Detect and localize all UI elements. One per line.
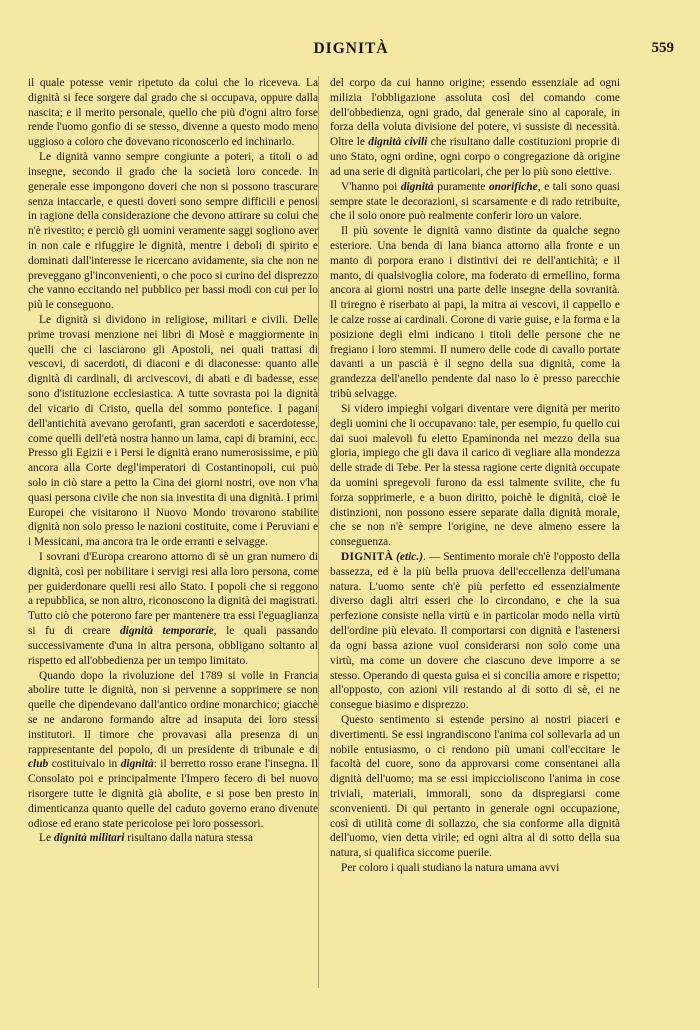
paragraph-text: , le quali passando successivamente d'una in altra persona, obbligano soltanto al rispetto ed all'obbedienza per un tempo limitato. — [28, 625, 318, 667]
right-column — [330, 76, 620, 876]
paragraph-text: Le dignità si dividono in religiose, militari e civili. Delle prime trovasi menzione nei libri di Mosè e maggiormente in quelli che ci lasciarono gli Apostoli, nei quali trattasi di vescovi, di sacerdoti, di diaconi e di diaconesse: quanto alle dignità di cardinali, di arcivescovi, di abati e di badesse, esse sono d'istituzione ecclesiastica. A tutte sovrasta poi la dignità del vicario di Cristo, quella del sommo pontefice. I pagani dell'antichità avevano gerofanti, gran sacerdoti e sacerdotesse, come quelli dell'età nostra hanno un lama, capi di bramini, ecc. Presso gli Egizii e i Persi le dignità erano numerosissime, e più ancora alla Corte degl'imperatori di Costantinopoli, cui può solo in ciò stare a petto la Cina dei giorni nostri, ove non v'ha quasi persona civile che non sia investita di una dignità. I primi Europei che visitarono il Nuovo Mondo trovarono stabilite dignità non solo presso le nazioni costituite, come i Peruviani e i Messicani, ma ancora tra le orde erranti e selvagge. — [28, 314, 318, 549]
italic-term: dignità militari — [53, 832, 125, 845]
paragraph-text: Si videro impieghi volgari diventare vere dignità per merito degli uomini che li occupavano: tale, per esempio, fu quello cui dai suoi malevoli fu eletto Epaminonda nel mezzo della sua gloria, impiego che gli dava il carico di vegliare alla mondezza delle strade di Tebe. Per la stessa ragione certe dignità occupate da uomini spregevoli furono da essi talmente svilite, che fu forza sopprimerle, e a buon diritto, poichè le dignità, cioè le distinzioni, non possono essere separate dalla dignità morale, che se non n'è sempre l'origine, ne deve almeno essere la conseguenza. — [330, 402, 620, 549]
paragraph-text: che risultano dalle costituzioni proprie di uno Stato, ogni ordine, ogni corpo o congregazione dà origine ad una serie di dignità particolari, che per lo più sono elettive. — [330, 136, 620, 178]
italic-term: dignità civili — [368, 136, 428, 149]
entry-headword: DIGNITÀ — [341, 551, 394, 563]
paragraph — [330, 224, 620, 402]
paragraph — [330, 713, 620, 861]
paragraph — [28, 150, 318, 313]
paragraph-text: Per coloro i quali studiano la natura umana avvi — [341, 862, 560, 875]
dictionary-entry — [330, 550, 620, 713]
left-column — [28, 76, 318, 846]
italic-term: club — [28, 758, 49, 771]
italic-term: dignità temporarie — [119, 625, 214, 638]
paragraph-text: il quale potesse venir ripetuto da colui che lo riceveva. La dignità si fece sorgere dal grado che si occupava, oppure dalla nascita; e il merito personale, quello che più d'ogni altro forse rende l'uomo gonfio di se stesso, divenne a questo modo meno uggioso a coloro che dovevano riconoscerlo ed inchinarlo. — [28, 77, 318, 149]
running-title: DIGNITÀ — [313, 40, 389, 57]
paragraph-text: puramente — [433, 180, 489, 193]
paragraph-text: Quando dopo la rivoluzione del 1789 si volle in Francia abolire tutte le dignità, non si pervenne a sopprimere se non quelle che dipendevano dall'antico ordine monarchico; giacchè se ne andarono formando altre ad insaputa dei loro stessi institutori. Il timore che provavasi alla presenza di un rappresentante del popolo, di un presidente di tribunale e di — [28, 669, 318, 756]
paragraph — [28, 76, 318, 150]
paragraph — [330, 180, 620, 224]
paragraph — [28, 831, 318, 846]
paragraph-text: : il berretto rosso erane l'insegna. Il Consolato poi e principalmente l'Impero fecero di bel nuovo risorgere tutte le dignità già abolite, e si pose ben presto in dimenticanza quanto quelle del caduto governo erano divenute odiose ed erano state pericolose pei loro possessori. — [28, 758, 318, 830]
paragraph — [28, 669, 318, 832]
paragraph — [28, 313, 318, 550]
italic-term: dignità — [400, 180, 434, 193]
paragraph-text: del corpo da cui hanno origine; essendo essenziale ad ogni milizia l'obbligazione assoluta così del comando come dell'obbedienza, ogni grado, dal generale sino al caporale, in forza della voluta divisione del potere, vi sussiste di necessità. Oltre le — [330, 77, 620, 149]
paragraph — [330, 402, 620, 550]
paragraph-text: V'hanno poi — [341, 180, 401, 193]
paragraph-text: Le dignità vanno sempre congiunte a poteri, a titoli o ad insegne, secondo il grado che la società loro concede. In generale esse impongono doveri che non si possono trascurare senza intaccarle, e questi doveri sono sempre difficili e penosi in ragione della considerazione che devono attirare su colui che n'è rivestito; e perciò gli uomini veramente saggi sogliono aver in non cale e rifuggire le dignità, mentre i deboli di spirito e dominati dall'interesse le ricercano avidamente, sia che non ne preveggano gl'inconvenienti, o che poco si curino del disprezzo che vanno eccitando nel pubblico per bassi modi con cui per lo più le conseguono. — [28, 151, 318, 312]
paragraph — [28, 550, 318, 669]
paragraph-text: Il più sovente le dignità vanno distinte da qualche segno esteriore. Una benda di lana bianca attorno alla fronte e un manto di porpora erano i distintivi dei re dell'antichità; e il manto, di qualsivoglia colore, ma foderato di ermellino, forma ancora ai giorni nostri una parte delle insegne della sovranità. Il triregno è riserbato ai papi, la mitra ai vescovi, il cappello e le calze rosse ai cardinali. Corone di varie guise, e la forma e la posizione degli elmi indicano i titoli delle persone che ne fregiano i loro stemmi. Il numero delle code di cavallo portate davanti a un pascià è il segno della sua dignità, come la grandezza dell'anello pendente dal naso lo è presso parecchie tribù selvagge. — [330, 225, 620, 401]
paragraph-text: costituivalo in — [48, 758, 121, 771]
page-header — [28, 40, 674, 62]
paragraph — [330, 76, 620, 180]
paragraph-text: I sovrani d'Europa crearono attorno di sè un gran numero di dignità, così per nobilitare i servigi resi alla loro persona, come per guiderdonare quelli resi allo Stato. I popoli che si reggono a repubblica, se non altro, riconoscono la dignità dei magistrati. Tutto ciò che poterono fare per mantenere tra essi l'eguaglianza si fu di creare — [28, 551, 318, 638]
paragraph-text: Questo sentimento si estende persino ai nostri piaceri e divertimenti. Se essi ingrandiscono l'anima col sollevarla ad un nobile entusiasmo, o ci rendono più umani coll'eccitare le facoltà del cuore, sono da approvarsi come consentanei alla dignità dell'uomo; ma se essi impiccioliscono l'anima in cose triviali, materiali, immorali, sono da dispregiarsi come sconvenienti. Di qui pertanto in generale ogni occupazione, così di utilità come di sollazzo, che sia conforme alla dignità dell'uomo, vien detta virile; ed ogni altra al di sotto della sua natura, si qualifica siccome puerile. — [330, 713, 620, 860]
italic-term: onorifiche — [488, 180, 538, 193]
paragraph-text: risultano dalla natura stessa — [124, 832, 253, 845]
paragraph-text: . — Sentimento morale ch'è l'opposto della bassezza, ed è la più bella pruova dell'eccellenza dell'umana natura. L'uomo sente ch'è più perfetto ed essenzialmente diverso dagli altri esseri che lo circondano, e che la sua perfezione consiste nella virtù e in particolar modo nella virtù dell'ordine più elevato. Il comportarsi con dignità e l'astenersi da ogni bassa azione vuol considerarsi non solo come una virtù, ma come un dovere che ciascuno deve imporre a se stesso. Operando di questa guisa ei si concilia amore e rispetto; all'opposto, con azioni vili restando al di sotto di sè, ei ne consegue biasimo e disprezzo. — [330, 551, 620, 712]
page-number: 559 — [651, 40, 674, 56]
column-divider — [318, 76, 319, 988]
paragraph-text: Le — [39, 832, 54, 845]
paragraph-text: , e tali sono quasi sempre state le decorazioni, si scarsamente e di rado retribuite, che il solo onore può realmente conferir loro un valore. — [330, 180, 620, 223]
entry-qualifier: (etic.) — [396, 551, 423, 563]
paragraph — [330, 861, 620, 876]
italic-term: dignità — [120, 758, 154, 771]
